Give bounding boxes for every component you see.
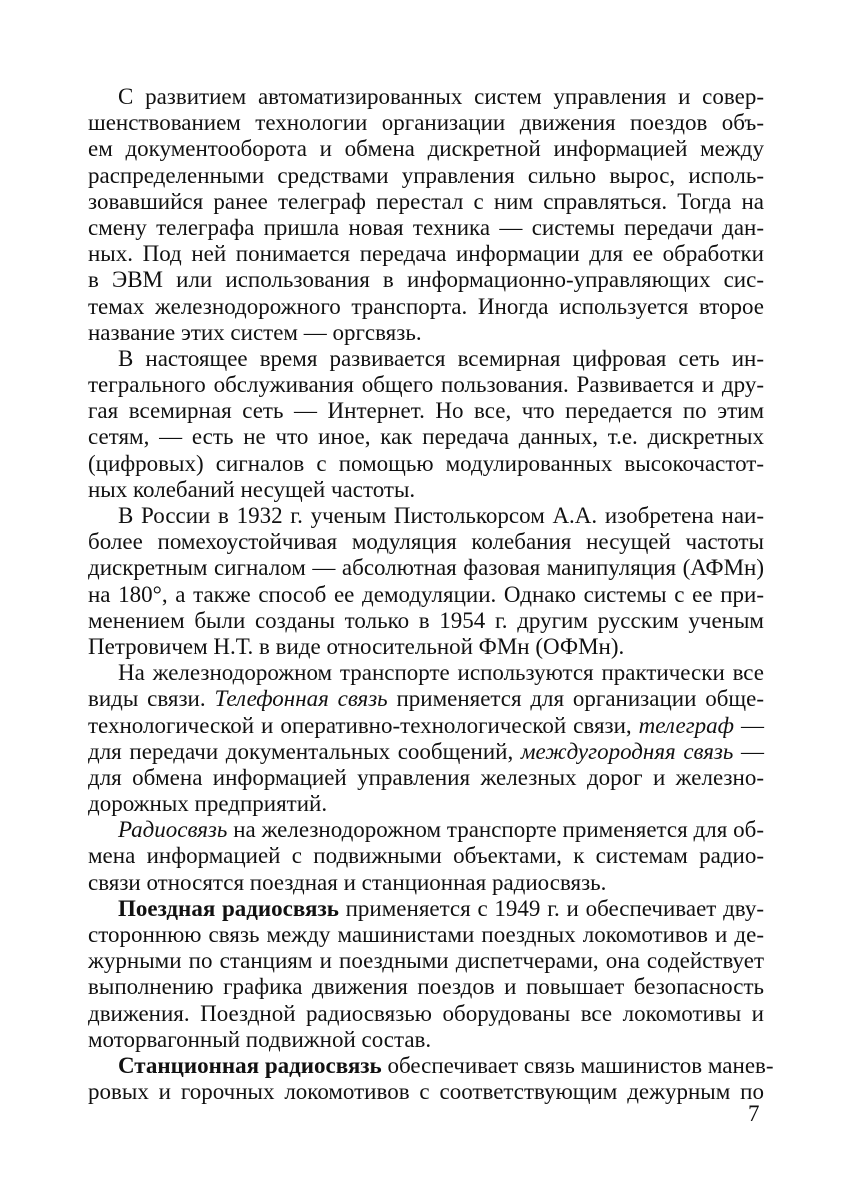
text-run: для передачи документальных сообщений, (88, 738, 521, 764)
text-line: зовавшийся ранее телеграф перестал с ним справляться. Тогда на (88, 188, 764, 214)
text-run: обеспечивает связь машинистов манев- (381, 1052, 774, 1078)
text-run: — (734, 712, 764, 738)
text-line: мена информацией с подвижными объектами, к системам радио- (88, 843, 764, 869)
text-line (88, 1052, 774, 1079)
text-line: шенствованием технологии организации движения поездов объ- (88, 110, 764, 136)
text-run: технологической и оперативно-технологической связи, (88, 712, 639, 738)
paragraph-7 (88, 1052, 774, 1105)
term-train-radio: Поездная радиосвязь (118, 895, 339, 921)
text-line: В России в 1932 г. ученым Пистолькорсом А.А. изобретена наи- (118, 503, 764, 528)
text-line: ровых и горочных локомотивов с соответствующим дежурным по (88, 1079, 764, 1105)
text-line: (цифровых) сигналов с помощью модулированных высокочастот- (88, 450, 764, 476)
text-line: менением были созданы только в 1954 г. другим русским ученым (88, 607, 764, 633)
text-run: — (733, 738, 765, 764)
term-station-radio: Станционная радиосвязь (118, 1052, 382, 1078)
text-line (88, 739, 764, 765)
text-line: темах железнодорожного транспорта. Иногда используется второе (88, 293, 764, 319)
text-line: ных. Под ней понимается передача информации для ее обработки (88, 241, 764, 267)
text-line: дискретным сигналом — абсолютная фазовая манипуляция (АФМн) (88, 555, 764, 581)
text-line: выполнению графика движения поездов и повышает безопасность (88, 974, 764, 1000)
text-line: для обмена информацией управления железных дорог и железно- (88, 764, 764, 790)
paragraph-1 (88, 84, 764, 346)
text-line: распределенными средствами управления сильно вырос, исполь- (88, 162, 764, 188)
text-line: На железнодорожном транспорте используются практически все (118, 660, 764, 686)
text-run: применяется с 1949 г. и обеспечивает дву- (338, 895, 765, 921)
text-line: на 180°, а также способ ее демодуляции. Однако системы с ее при- (88, 581, 764, 607)
term-radio: Радиосвязь (118, 817, 228, 843)
paragraph-4 (88, 660, 764, 817)
text-line: ных колебаний несущей частоты. (88, 476, 416, 502)
text-line: движения. Поездной радиосвязью оборудованы все локомотивы и (88, 1000, 764, 1026)
text-line: стороннюю связь между машинистами поездных локомотивов и де- (88, 922, 764, 947)
term-telephone: Телефонная связь (214, 686, 388, 712)
text-line: название этих систем — оргсвязь. (88, 319, 422, 345)
text-line (88, 686, 764, 712)
text-line: более помехоустойчивая модуляция колебания несущей частоты (88, 529, 764, 555)
text-line: тегрального обслуживания общего пользования. Развивается и дру- (88, 372, 764, 398)
text-line: Петровичем Н.Т. в виде относительной ФМн (ОФМн). (88, 633, 625, 659)
text-line: моторвагонный подвижной состав. (88, 1026, 432, 1052)
paragraph-6 (88, 896, 764, 1053)
term-telegraph: телеграф (638, 712, 735, 738)
text-line: В настоящее время развивается всемирная цифровая сеть ин- (118, 345, 764, 371)
text-line: журными по станциям и поездными диспетчерами, она содействует (88, 948, 764, 974)
document-page (88, 84, 774, 1105)
text-line: дорожных предприятий. (88, 791, 328, 817)
term-long-distance: междугородняя связь (520, 738, 734, 764)
paragraph-2 (88, 346, 764, 503)
text-line: сетям, — есть не что иное, как передача данных, т.е. дискретных (88, 424, 764, 450)
page-number: 7 (748, 1101, 760, 1126)
text-run: применяется для организации обще- (387, 686, 764, 712)
text-line: гая всемирная сеть — Интернет. Но все, что передается по этим (88, 398, 764, 424)
paragraph-5 (88, 817, 764, 896)
paragraph-3 (88, 503, 764, 660)
text-line (88, 713, 764, 739)
text-line: в ЭВМ или использования в информационно-управляющих сис- (88, 267, 764, 293)
text-run: на железнодорожном транспорте применяется для об- (227, 817, 764, 843)
text-line: ем документооборота и обмена дискретной информацией между (88, 136, 764, 162)
text-run: виды связи. (88, 686, 215, 712)
text-line (88, 817, 764, 843)
text-line (88, 896, 764, 922)
text-line: связи относятся поездная и станционная радиосвязь. (88, 869, 607, 895)
text-line: смену телеграфа пришла новая техника — системы передачи дан- (88, 214, 764, 240)
text-line: С развитием автоматизированных систем управления и совер- (118, 84, 764, 109)
